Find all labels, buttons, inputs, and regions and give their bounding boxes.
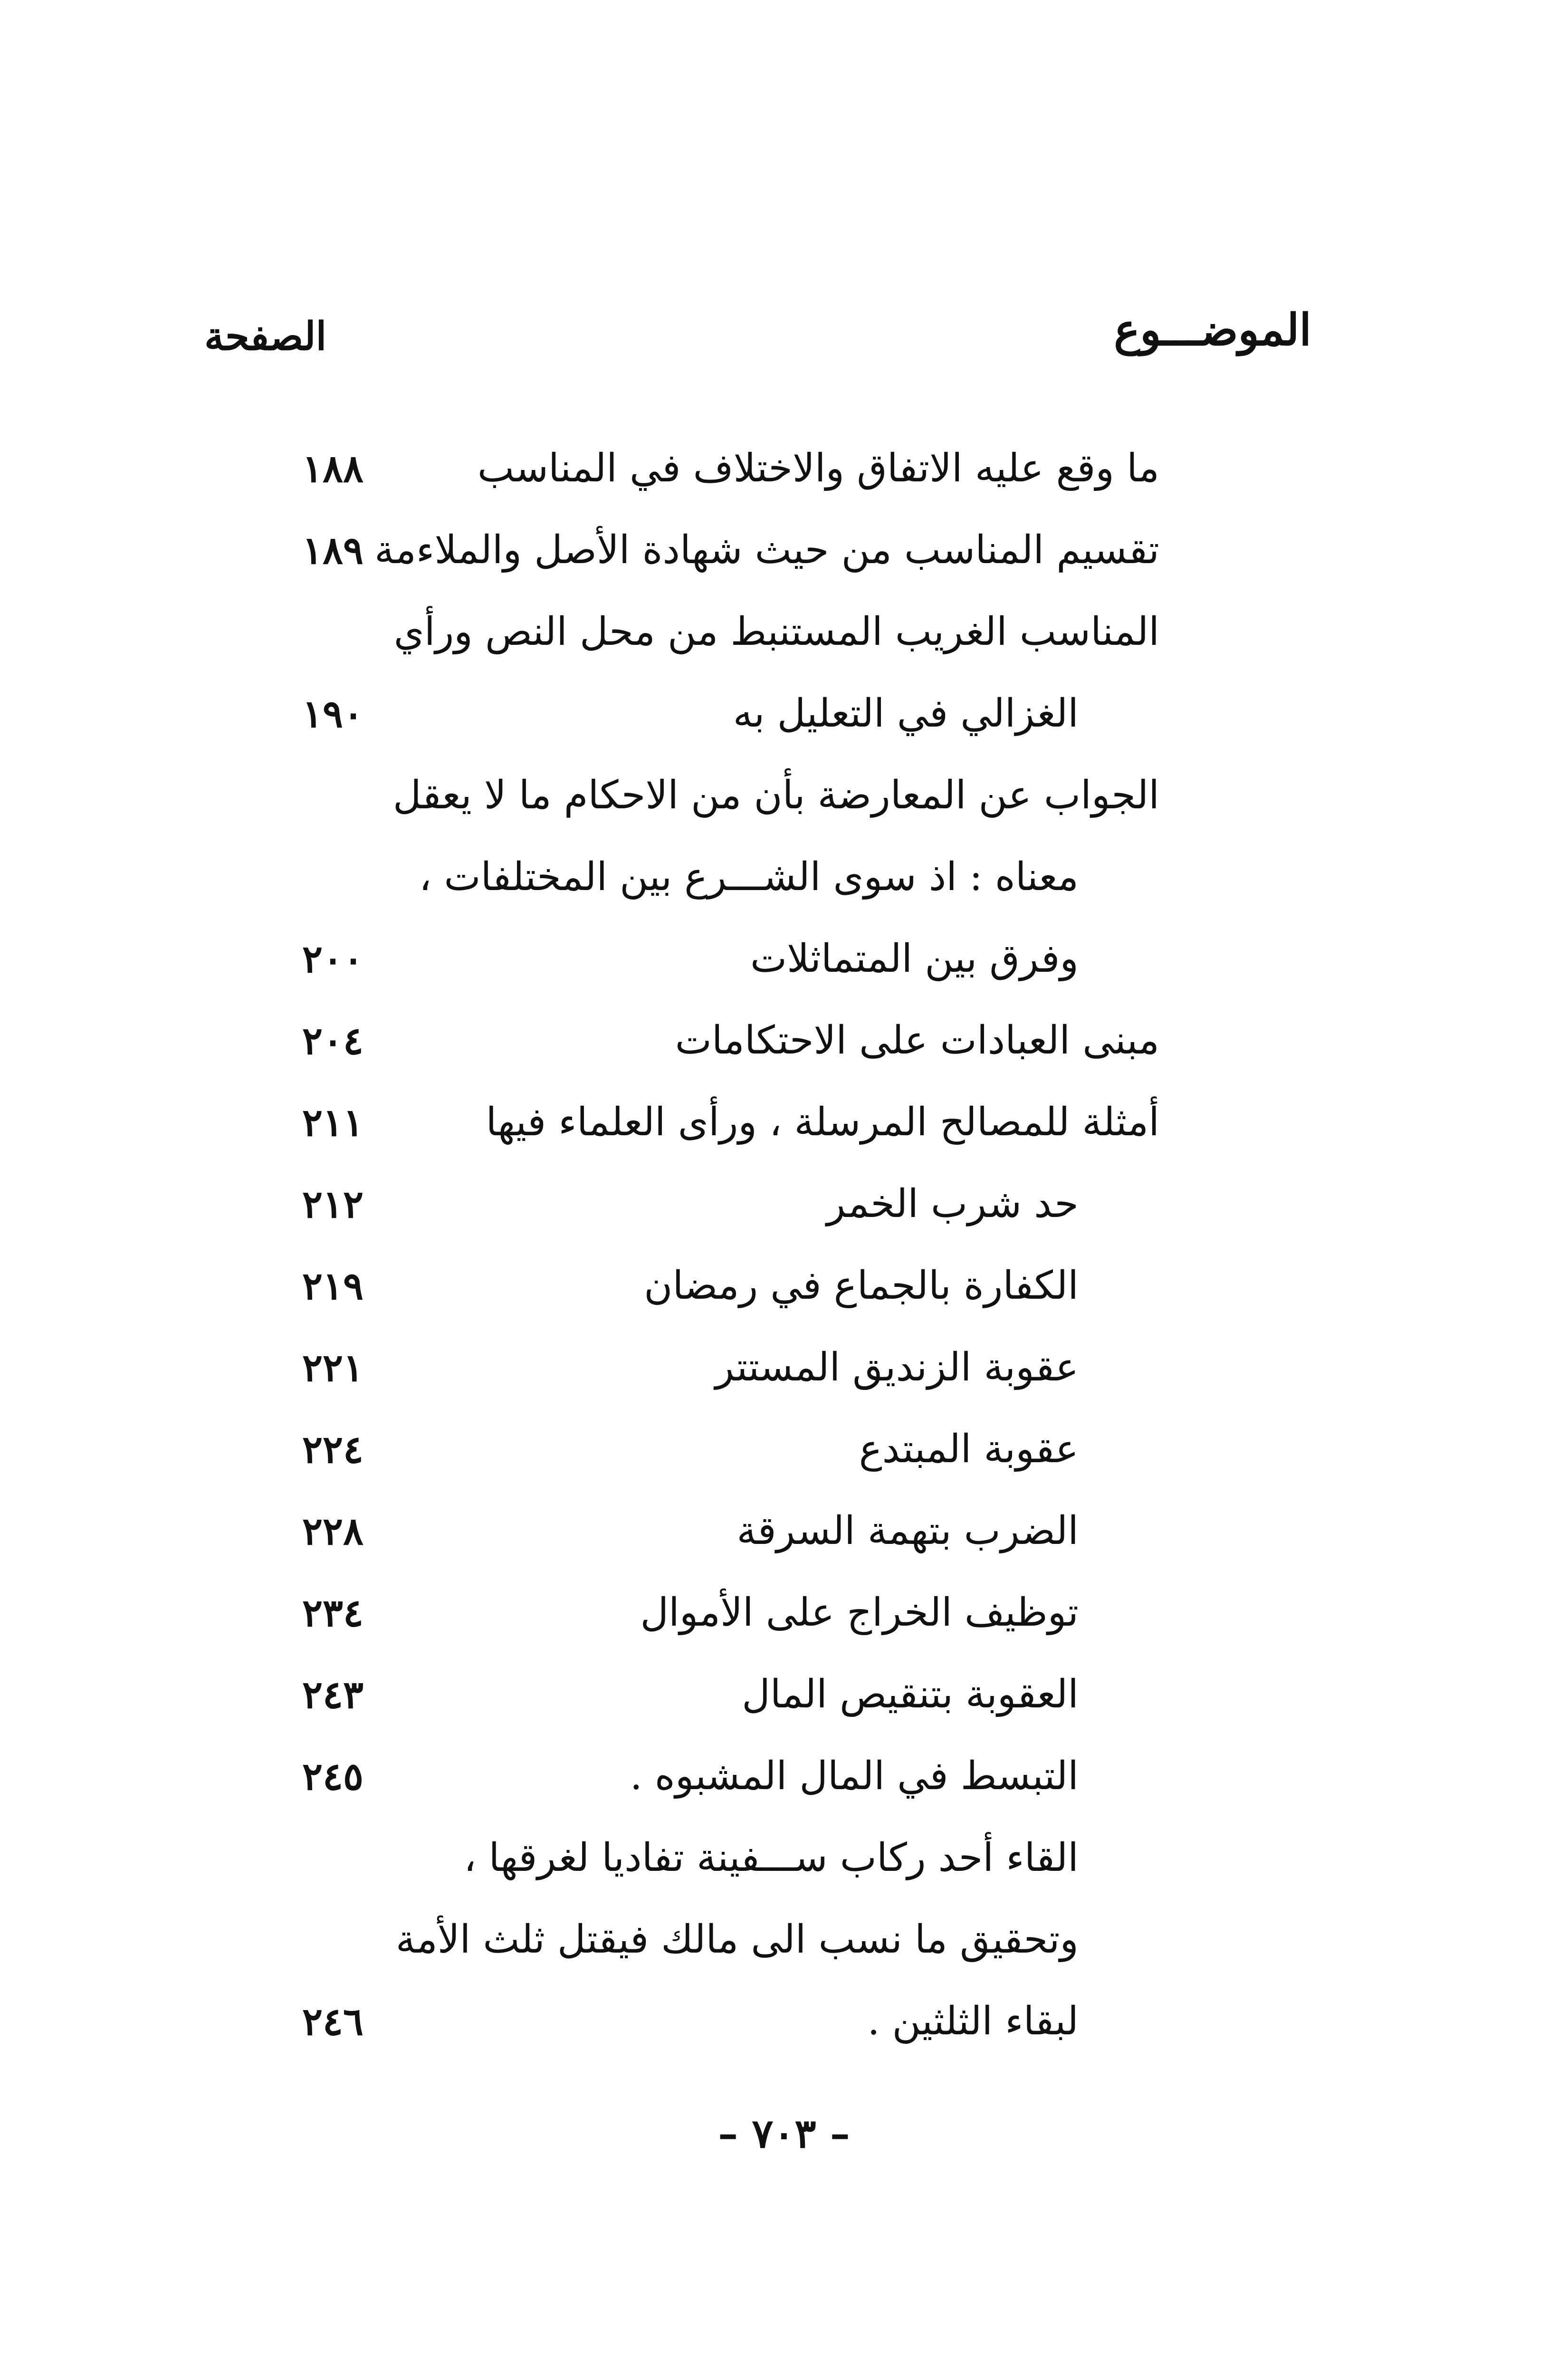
toc-entry-page: ١٨٩ [302, 528, 363, 573]
toc-subentry [285, 1490, 1159, 1572]
toc-subentry [285, 1327, 1159, 1408]
toc-entry-title: الجواب عن المعارضة بأن من الاحكام ما لا يعقل [392, 773, 1159, 818]
toc-entry-title: تقسيم المناسب من حيث شهادة الأصل والملاءمة [374, 527, 1159, 573]
toc-entry-page: ٢٣٤ [302, 1590, 363, 1635]
page-column-header: الصفحة [204, 314, 327, 359]
toc-entry-title: التبسط في المال المشبوه . [630, 1753, 1079, 1799]
toc-entry-title: توظيف الخراج على الأموال [640, 1590, 1079, 1635]
topic-column-header: الموضـــوع [1114, 304, 1311, 355]
toc-entry-title: وتحقيق ما نسب الى مالك فيقتل ثلث الأمة [395, 1917, 1079, 1962]
toc-entry-page: ٢٢٤ [302, 1427, 363, 1472]
toc-subentry [285, 1163, 1159, 1245]
toc-entry-title: العقوبة بتنقيص المال [742, 1672, 1079, 1717]
toc-entry-title: معناه : اذ سوى الشـــرع بين المختلفات ، [419, 854, 1079, 900]
toc-entry-title: عقوبة المبتدع [859, 1427, 1079, 1472]
toc-entry-continuation [285, 673, 1159, 755]
toc-entry-page: ٢٤٥ [302, 1754, 363, 1799]
toc-entry-page: ١٩٠ [302, 691, 363, 736]
toc-entry-title: القاء أحد ركاب ســـفينة تفاديا لغرقها ، [463, 1835, 1079, 1880]
toc-entry [285, 428, 1159, 509]
toc-entry-continuation [285, 836, 1159, 918]
toc-entry-title: المناسب الغريب المستنبط من محل النص ورأي [393, 609, 1159, 654]
toc-subentry [285, 1817, 1159, 1899]
toc-subentry [285, 1408, 1159, 1490]
toc-entry-page: ٢٢١ [302, 1345, 363, 1390]
toc-entry-title: لبقاء الثلثين . [867, 1999, 1079, 2044]
toc-entry-title: حد شرب الخمر [826, 1181, 1079, 1226]
toc-subentry [285, 1981, 1159, 2062]
toc-entry [285, 755, 1159, 836]
toc-entry-page: ١٨٨ [302, 446, 363, 491]
toc-entry-page: ٢٤٦ [302, 1999, 363, 2044]
toc-entry-title: عقوبة الزنديق المستتر [715, 1345, 1079, 1390]
toc-entry-page: ٢٢٨ [302, 1509, 363, 1553]
toc-subentry [285, 1899, 1159, 1981]
toc-subentry [285, 1245, 1159, 1327]
toc-entry-page: ٢١٩ [302, 1264, 363, 1308]
toc-subentry [285, 1654, 1159, 1735]
toc-entry-title: الكفارة بالجماع في رمضان [644, 1263, 1079, 1308]
toc-entry-title: مبنى العبادات على الاحتكامات [675, 1018, 1159, 1063]
toc-entry-title: وفرق بين المتماثلات [750, 936, 1079, 981]
toc-entry-title: الغزالي في التعليل به [733, 691, 1079, 736]
toc-subentry [285, 1572, 1159, 1654]
table-of-contents [285, 428, 1159, 2062]
toc-entry [285, 1082, 1159, 1163]
toc-entry-page: ٢٠٤ [302, 1018, 363, 1063]
toc-entry-page: ٢٠٠ [302, 937, 363, 981]
toc-entry [285, 591, 1159, 673]
toc-entry-page: ٢١٢ [302, 1182, 363, 1226]
toc-entry [285, 1000, 1159, 1082]
toc-entry-title: ما وقع عليه الاتفاق والاختلاف في المناسب [477, 446, 1159, 491]
toc-entry-title: أمثلة للمصالح المرسلة ، ورأى العلماء فيها [486, 1100, 1159, 1145]
toc-subentry [285, 1735, 1159, 1817]
toc-entry-continuation [285, 918, 1159, 1000]
toc-entry-page: ٢١١ [302, 1100, 363, 1145]
toc-entry-page: ٢٤٣ [302, 1672, 363, 1717]
page-number: – ٧٠٣ – [718, 2110, 850, 2157]
toc-entry-title: الضرب بتهمة السرقة [736, 1508, 1079, 1553]
toc-entry [285, 509, 1159, 591]
